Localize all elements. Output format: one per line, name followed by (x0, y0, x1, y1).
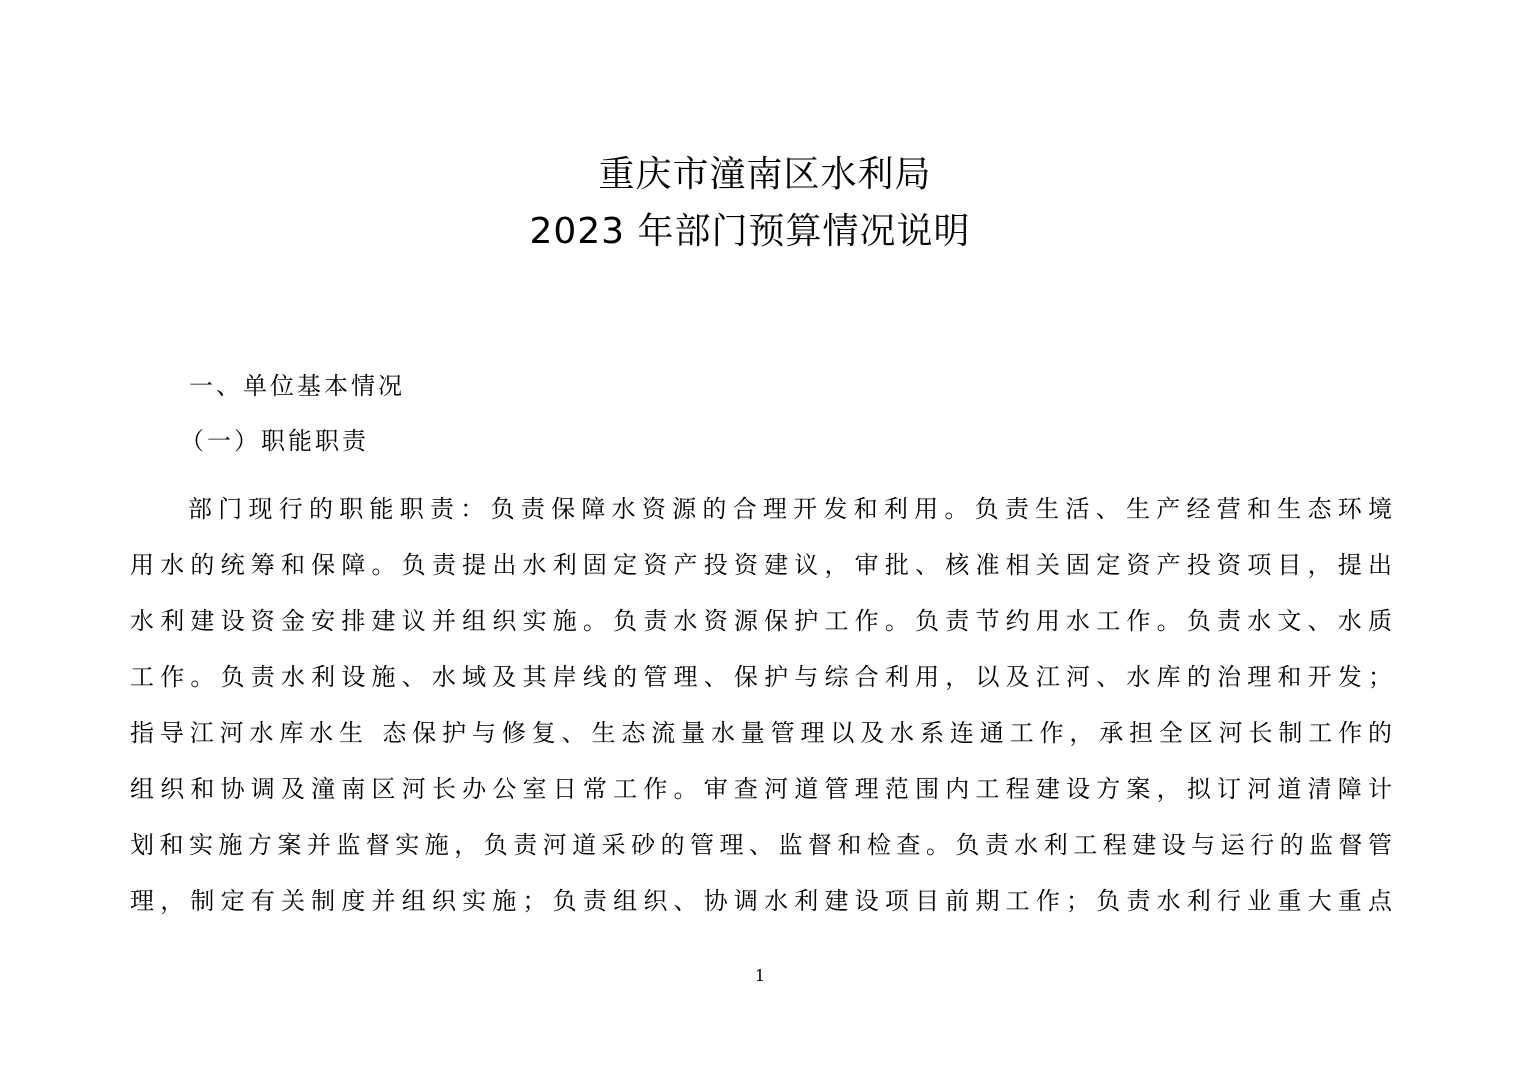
title-line-2: 2023 年部门预算情况说明 (529, 211, 971, 252)
body-line: 部门现行的职能职责：负责保障水资源的合理开发和利用。负责生活、生产经营和生态环境 (188, 495, 1392, 523)
document-title (0, 146, 1520, 260)
title-line-1: 重庆市潼南区水利局 (598, 154, 932, 195)
body-line: 工作。负责水利设施、水域及其岸线的管理、保护与综合利用，以及江河、水库的治理和开发； (130, 663, 1392, 691)
page-number: 1 (754, 966, 766, 985)
body-line: 组织和协调及潼南区河长办公室日常工作。审查河道管理范围内工程建设方案，拟订河道清障计 (130, 775, 1392, 803)
section-heading: 一、单位基本情况 (189, 372, 405, 400)
body-line: 指导江河水库水生 态保护与修复、生态流量水量管理以及水系连通工作，承担全区河长制工作的 (130, 719, 1392, 747)
section-subheading: （一）职能职责 (180, 427, 369, 455)
body-paragraph (130, 481, 1392, 929)
body-line: 水利建设资金安排建议并组织实施。负责水资源保护工作。负责节约用水工作。负责水文、水质 (130, 607, 1392, 635)
body-line: 用水的统筹和保障。负责提出水利固定资产投资建议，审批、核准相关固定资产投资项目，提出 (130, 551, 1392, 579)
body-line: 划和实施方案并监督实施，负责河道采砂的管理、监督和检查。负责水利工程建设与运行的监督管 (130, 831, 1392, 859)
body-line: 理，制定有关制度并组织实施；负责组织、协调水利建设项目前期工作；负责水利行业重大重点 (130, 887, 1392, 915)
